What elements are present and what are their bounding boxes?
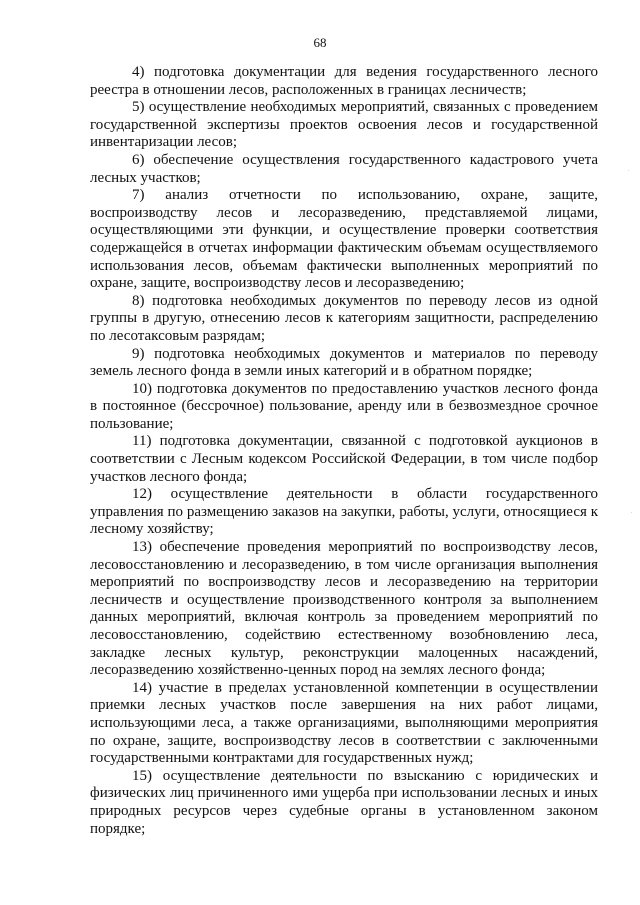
list-item: 4) подготовка документации для ведения государственного лесного реестра в отношении лесов, расположенных в границах лесничеств; (90, 64, 598, 98)
list-item: 15) осуществление деятельности по взысканию с юридических и физических лиц причиненного ими ущерба при использовании лесных и иных природных ресурсов через судебные органы в установленном законом порядке; (90, 767, 598, 837)
list-item: 13) обеспечение проведения мероприятий по воспроизводству лесов, лесовосстановлению и лесоразведению, в том числе организация выполнения мероприятий по воспроизводству лесов и лесоразведению на территории лесничеств и осуществление производственного контроля за выполнением данных мероприятий, включая контроль за проведением мероприятий по лесовосстановлению, содействию естественному возобновлению леса, закладке лесных культур, реконструкции малоценных насаждений, лесоразведению хозяйственно-ценных пород на землях лесного фонда; (90, 539, 598, 679)
list-item: 8) подготовка необходимых документов по переводу лесов из одной группы в другую, отнесению лесов к категориям защитности, распределению по лесотаксовым разрядам; (90, 292, 598, 344)
page-number: 68 (313, 35, 327, 50)
list-item: 5) осуществление необходимых мероприятий, связанных с проведением государственной экспертизы проектов освоения лесов и государственной инвентаризации лесов; (90, 99, 598, 151)
list-item: 7) анализ отчетности по использованию, охране, защите, воспроизводству лесов и лесоразведению, представляемой лицами, осуществляющими эти функции, и осуществление проверки соответствия содержащейся в отчетах информации фактическим объемам осуществляемого использования лесов, объемам фактически выполненных мероприятий по охране, защите, воспроизводству лесов и лесоразведению; (90, 187, 598, 292)
list-item: 9) подготовка необходимых документов и материалов по переводу земель лесного фонда в земли иных категорий и в обратном порядке; (90, 345, 598, 380)
scan-speck (631, 512, 632, 513)
list-item: 12) осуществление деятельности в области государственного управления по размещению заказов на закупки, работы, услуги, относящиеся к лесному хозяйству; (90, 486, 598, 538)
list-item: 10) подготовка документов по предоставлению участков лесного фонда в постоянное (бессрочное) пользование, аренду или в безвозмездное срочное пользование; (90, 380, 598, 432)
list-item: 14) участие в пределах установленной компетенции в осуществлении приемки лесных участков после завершения на них работ лицами, использующими леса, а также организациями, выполняющими мероприятия по охране, защите, воспроизводству лесов в соответствии с заключенными государственными контрактами для государственных нужд; (90, 679, 598, 767)
list-item: 11) подготовка документации, связанной с подготовкой аукционов в соответствии с Лесным кодексом Российской Федерации, в том числе подбор участков лесного фонда; (90, 433, 598, 485)
scan-speck (628, 170, 629, 171)
list-item: 6) обеспечение осуществления государственного кадастрового учета лесных участков; (90, 151, 598, 186)
document-body (90, 64, 598, 838)
